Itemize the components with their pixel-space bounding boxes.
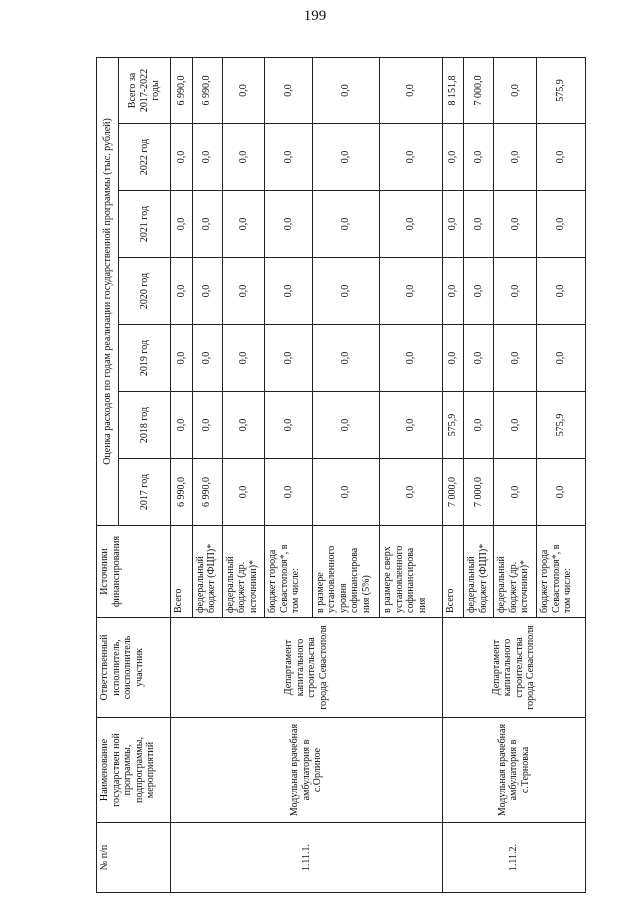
- header-estimate: Оценка расходов по годам реализации государственной программы (тыс. рублей): [97, 57, 119, 525]
- item-number: 1.11.1.: [171, 823, 443, 893]
- year-value: 0,0: [265, 124, 312, 191]
- total-value: 8 151,8: [442, 57, 464, 123]
- year-value: 0,0: [494, 392, 537, 459]
- total-value: 0,0: [265, 57, 312, 123]
- year-value: 7 000,0: [442, 459, 464, 526]
- header-year: 2020 год: [119, 258, 171, 325]
- year-value: 0,0: [380, 325, 443, 392]
- rotated-table-page: [96, 58, 586, 893]
- table-body: [171, 57, 586, 892]
- year-value: 0,0: [442, 258, 464, 325]
- header-year: 2017 год: [119, 459, 171, 526]
- header-row-1: [97, 57, 119, 892]
- year-value: 575,9: [442, 392, 464, 459]
- year-value: 0,0: [464, 392, 494, 459]
- year-value: 0,0: [537, 325, 586, 392]
- funding-source: Всего: [171, 526, 193, 618]
- year-value: 0,0: [192, 392, 222, 459]
- year-value: 6 990,0: [171, 459, 193, 526]
- year-value: 0,0: [312, 191, 379, 258]
- funding-source: в размере сверх установленного софинансирова ния: [380, 526, 443, 618]
- year-value: 0,0: [464, 191, 494, 258]
- header-name: Наименование государствен ной программы, подпрограммы, мероприятий: [97, 718, 171, 823]
- year-value: 0,0: [222, 124, 265, 191]
- total-value: 0,0: [380, 57, 443, 123]
- year-value: 0,0: [380, 459, 443, 526]
- funding-source: бюджет города Севастополя*, в том числе:: [265, 526, 312, 618]
- funding-source: федеральный бюджет (ФЦП)*: [192, 526, 222, 618]
- funding-source: в размере установленного уровня софинансирова ния (5%): [312, 526, 379, 618]
- year-value: 0,0: [380, 191, 443, 258]
- year-value: 0,0: [494, 258, 537, 325]
- funding-source: федеральный бюджет (др. источники)*: [494, 526, 537, 618]
- header-sources: Источники финансирования: [97, 526, 171, 618]
- year-value: 0,0: [171, 325, 193, 392]
- year-value: 0,0: [494, 325, 537, 392]
- year-value: 0,0: [380, 258, 443, 325]
- table-row: [442, 57, 464, 892]
- year-value: 0,0: [442, 325, 464, 392]
- total-value: 0,0: [312, 57, 379, 123]
- year-value: 0,0: [312, 459, 379, 526]
- year-value: 0,0: [312, 124, 379, 191]
- item-responsible: Департамент капитального строительства города Севастополя: [171, 618, 443, 718]
- funding-source: Всего: [442, 526, 464, 618]
- year-value: 0,0: [312, 392, 379, 459]
- year-value: 0,0: [380, 392, 443, 459]
- year-value: 0,0: [537, 258, 586, 325]
- year-value: 0,0: [192, 124, 222, 191]
- header-total-years: Всего за 2017-2022 годы: [119, 57, 171, 123]
- year-value: 0,0: [265, 258, 312, 325]
- year-value: 0,0: [222, 325, 265, 392]
- year-value: 0,0: [192, 325, 222, 392]
- year-value: 0,0: [222, 459, 265, 526]
- year-value: 0,0: [442, 124, 464, 191]
- year-value: 0,0: [265, 459, 312, 526]
- year-value: 0,0: [464, 124, 494, 191]
- year-value: 6 990,0: [192, 459, 222, 526]
- year-value: 0,0: [222, 191, 265, 258]
- year-value: 0,0: [222, 392, 265, 459]
- funding-source: бюджет города Севастополя*, в том числе:: [537, 526, 586, 618]
- year-value: 0,0: [464, 258, 494, 325]
- year-value: 0,0: [537, 459, 586, 526]
- year-value: 0,0: [192, 191, 222, 258]
- year-value: 0,0: [192, 258, 222, 325]
- page-number: 199: [303, 8, 327, 24]
- year-value: 0,0: [265, 191, 312, 258]
- year-value: 0,0: [464, 325, 494, 392]
- header-year: 2022 год: [119, 124, 171, 191]
- year-value: 0,0: [312, 325, 379, 392]
- item-name: Модульная врачебная амбулатория в с.Орлиное: [171, 718, 443, 823]
- header-year: 2019 год: [119, 325, 171, 392]
- table-row: [171, 57, 193, 892]
- year-value: 0,0: [171, 392, 193, 459]
- item-number: 1.11.2.: [442, 823, 585, 893]
- year-value: 0,0: [494, 124, 537, 191]
- total-value: 6 990,0: [171, 57, 193, 123]
- total-value: 0,0: [222, 57, 265, 123]
- year-value: 0,0: [171, 258, 193, 325]
- header-no: № п/п: [97, 823, 171, 893]
- header-responsible: Ответственный исполнитель, соисполнитель участник: [97, 618, 171, 718]
- financing-table: [96, 57, 586, 893]
- year-value: 7 000,0: [464, 459, 494, 526]
- year-value: 0,0: [312, 258, 379, 325]
- total-value: 575,9: [537, 57, 586, 123]
- year-value: 0,0: [265, 392, 312, 459]
- year-value: 0,0: [265, 325, 312, 392]
- year-value: 0,0: [442, 191, 464, 258]
- header-year: 2021 год: [119, 191, 171, 258]
- year-value: 0,0: [171, 191, 193, 258]
- funding-source: федеральный бюджет (ФЦП)*: [464, 526, 494, 618]
- total-value: 6 990,0: [192, 57, 222, 123]
- year-value: 0,0: [494, 191, 537, 258]
- year-value: 0,0: [222, 258, 265, 325]
- funding-source: федеральный бюджет (др. источники)*: [222, 526, 265, 618]
- item-responsible: Департамент капитального строительства города Севастополя: [442, 618, 585, 718]
- year-value: 0,0: [494, 459, 537, 526]
- year-value: 0,0: [537, 124, 586, 191]
- year-value: 0,0: [537, 191, 586, 258]
- total-value: 7 000,0: [464, 57, 494, 123]
- year-value: 0,0: [171, 124, 193, 191]
- total-value: 0,0: [494, 57, 537, 123]
- header-year: 2018 год: [119, 392, 171, 459]
- year-value: 575,9: [537, 392, 586, 459]
- item-name: Модульная врачебная амбулатория в с.Терновка: [442, 718, 585, 823]
- year-value: 0,0: [380, 124, 443, 191]
